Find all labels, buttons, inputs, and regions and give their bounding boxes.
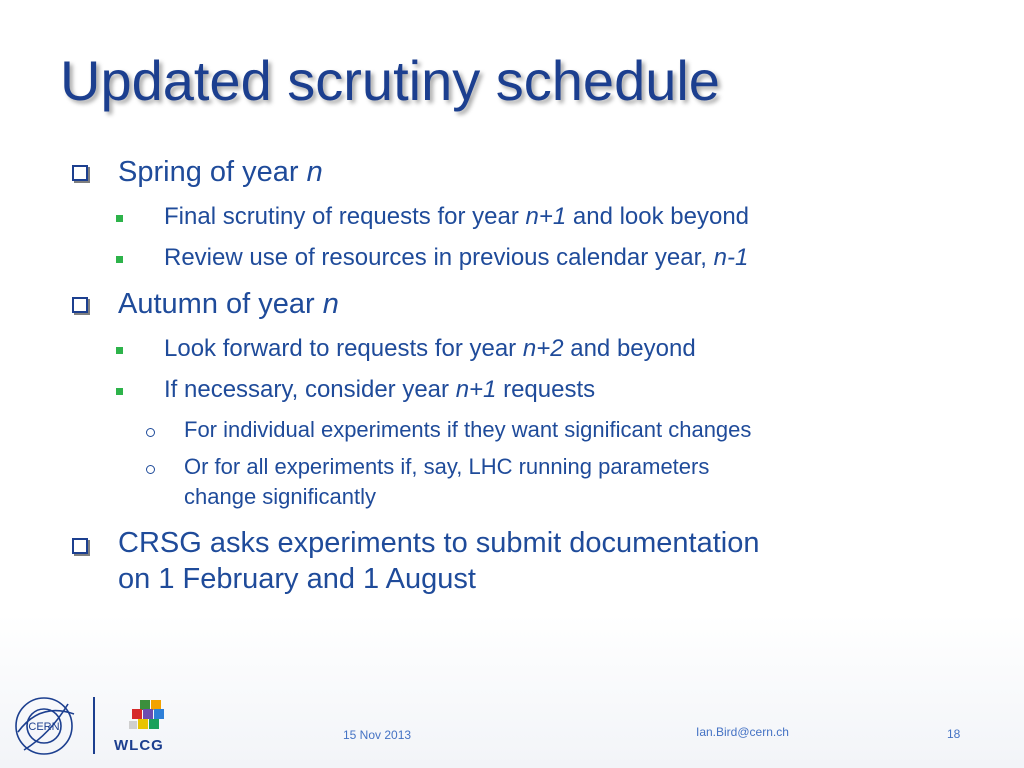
bullet-if-necessary <box>164 376 595 404</box>
bullet-autumn <box>118 288 339 321</box>
bullet-emphasis: n+2 <box>522 335 564 362</box>
bullet-text: Final scrutiny of requests for year <box>164 203 526 230</box>
page-number: 18 <box>947 727 961 741</box>
bullet-text: Look forward to requests for year <box>164 335 523 362</box>
wlcg-logo <box>110 696 190 756</box>
green-square-bullet-icon <box>116 215 123 222</box>
bullet-all-experiments: Or for all experiments if, say, LHC running parameters <box>184 454 710 479</box>
hollow-square-bullet-icon <box>72 297 88 313</box>
bullet-spring <box>118 156 323 189</box>
bullet-crsg: CRSG asks experiments to submit documentation <box>118 527 760 559</box>
bullet-final-scrutiny <box>164 203 749 231</box>
circle-bullet-icon <box>146 465 155 474</box>
circle-bullet-icon <box>146 428 155 437</box>
bullet-text-tail: requests <box>496 376 596 403</box>
green-square-bullet-icon <box>116 347 123 354</box>
bullet-text: Spring of year <box>118 156 307 188</box>
bullet-emphasis: n <box>306 156 323 188</box>
bullet-text-tail: and look beyond <box>566 203 750 230</box>
bullet-crsg-cont: on 1 February and 1 August <box>118 563 476 595</box>
bullet-emphasis: n <box>322 288 339 320</box>
cern-logo <box>10 694 80 758</box>
bullet-look-forward <box>164 335 696 363</box>
bullet-text: If necessary, consider year <box>164 376 456 403</box>
bullet-individual-experiments: For individual experiments if they want significant changes <box>184 417 752 442</box>
wlcg-logo-text: WLCG <box>114 737 164 754</box>
logo-divider <box>93 697 95 754</box>
bullet-emphasis: n+1 <box>525 203 567 230</box>
hollow-square-bullet-icon <box>72 165 88 181</box>
bullet-text-tail: and beyond <box>563 335 696 362</box>
bullet-emphasis: n-1 <box>713 244 749 271</box>
cern-logo-text: CERN <box>28 721 60 733</box>
green-square-bullet-icon <box>116 256 123 263</box>
green-square-bullet-icon <box>116 388 123 395</box>
bullet-text: Review use of resources in previous calendar year, <box>164 244 714 271</box>
bullet-emphasis: n+1 <box>455 376 497 403</box>
bullet-text: Autumn of year <box>118 288 323 320</box>
slide-title: Updated scrutiny schedule <box>60 49 720 112</box>
bullet-review-use <box>164 244 748 272</box>
footer-date: 15 Nov 2013 <box>343 728 412 742</box>
bullet-all-experiments-cont: change significantly <box>184 484 377 509</box>
footer-email: Ian.Bird@cern.ch <box>696 725 789 739</box>
hollow-square-bullet-icon <box>72 538 88 554</box>
